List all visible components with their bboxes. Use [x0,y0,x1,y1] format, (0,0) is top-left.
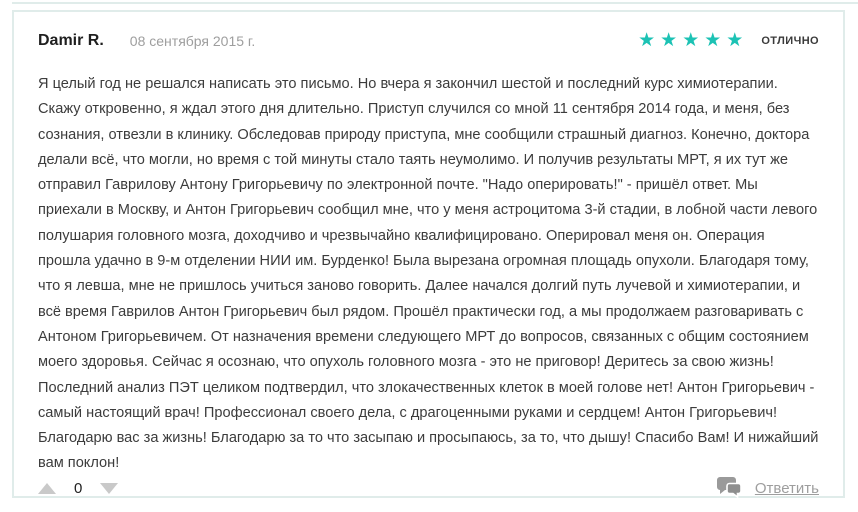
vote-up-arrow-icon[interactable] [38,483,56,494]
reply-group[interactable] [715,477,819,501]
review-header [38,31,819,50]
star-icon: ★ [660,30,678,51]
vote-group [38,480,118,497]
review-footer [38,477,819,503]
star-icon: ★ [726,30,744,51]
star-icon: ★ [682,30,700,51]
review-author-name: Damir R. [38,31,104,49]
star-icon: ★ [704,30,722,51]
previous-card-bottom-edge [12,2,858,4]
speech-bubbles-icon [715,477,743,501]
vote-down-arrow-icon[interactable] [100,483,118,494]
reply-link[interactable]: Ответить [754,480,819,498]
rating-label: ОТЛИЧНО [761,34,819,47]
review-card [12,10,845,498]
star-icon: ★ [638,30,656,51]
vote-count: 0 [74,480,83,498]
star-rating [638,31,743,50]
review-body-text: Я целый год не решался написать это письмо. Но вчера я закончил шестой и последний курс химиотерапии. Скажу откровенно, я ждал этого дня длительно. Приступ случился со мной 11 сентября 2014 года, и меня, без сознания, отвезли в клинику. Обследовав природу приступа, мне сообщили страшный диагноз. Конечно, доктора делали всё, что могли, но время с той минуты стало таять неумолимо. И получив результаты МРТ, я их тут же отправил Гаврилову Антону Григорьевичу по электронной почте. "Надо оперировать!" - пришёл ответ. Мы приехали в Москву, и Антон Григорьевич сообщил мне, что у меня астроцитома 3-й стадии, в лобной части левого полушария головного мозга, доходчиво и чрезвычайно квалифицировано. Оперировал меня он. Операция прошла удачно в 9-м отделении НИИ им. Бурденко! Была вырезана огромная площадь опухоли. Благодаря тому, что я левша, мне не пришлось учиться заново говорить. Далее начался долгий путь лучевой и химиотерапии, и всё время Гаврилов Антон Григорьевич был рядом. Прошёл практически год, а мы продолжаем разговаривать с Антоном Григорьевичем. От назначения времени следующего МРТ до вопросов, связанных с общим состоянием моего здоровья. Сейчас я осознаю, что опухоль головного мозга - это не приговор! Деритесь за свою жизнь! Последний анализ ПЭТ целиком подтвердил, что злокачественных клеток в моей голове нет! Антон Григорьевич - самый настоящий врач! Профессионал своего дела, с драгоценными руками и сердцем! Антон Григорьевич! Благодарю вас за жизнь! Благодарю за то что засыпаю и просыпаюсь, за то, что дышу! Спасибо Вам! И нижайший вам поклон! [38,76,819,472]
review-date: 08 сентября 2015 г. [129,32,256,49]
